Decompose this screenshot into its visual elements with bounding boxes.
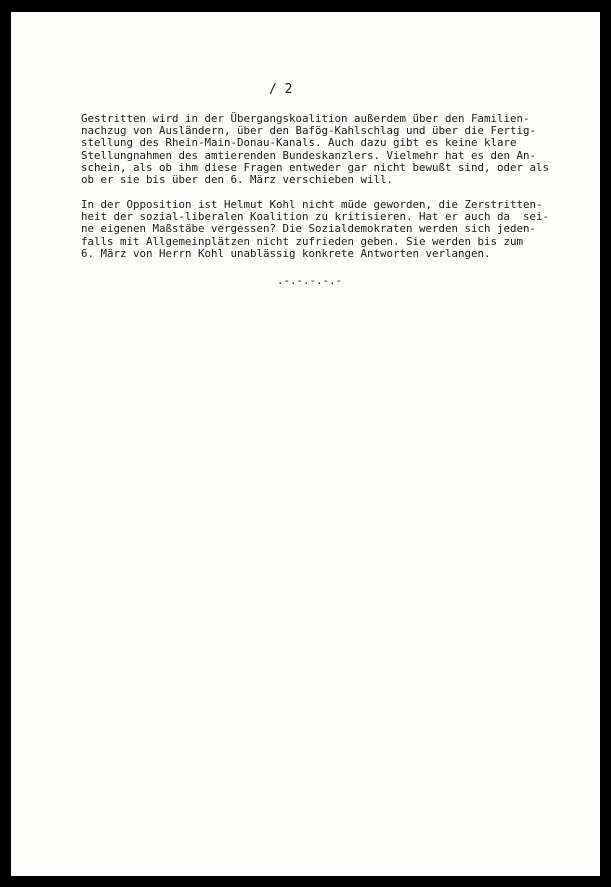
paragraph-2	[81, 199, 591, 260]
page-number: / 2	[269, 82, 293, 97]
end-mark: .-.-.-.-.-	[277, 274, 343, 287]
paragraph-line: Stellungnahmen des amtierenden Bundeskanzlers. Vielmehr hat es den An-	[81, 148, 537, 162]
paragraph-line: In der Opposition ist Helmut Kohl nicht müde geworden, die Zerstritten-	[81, 198, 543, 211]
paragraph-line: stellung des Rhein-Main-Donau-Kanals. Auch dazu gibt es keine klare	[81, 136, 517, 150]
paragraph-line: 6. März von Herrn Kohl unablässig konkrete Antworten verlangen.	[81, 246, 491, 260]
paragraph-line: nachzug von Ausländern, über den Bafög-Kahlschlag und über die Fertig-	[81, 124, 537, 138]
paragraph-line: heit der sozial-liberalen Koalition zu kritisieren. Hat er auch da sei-	[81, 210, 550, 224]
document-page	[11, 12, 600, 876]
paragraph-line: Gestritten wird in der Übergangskoalition außerdem über den Familien-	[81, 112, 530, 125]
paragraph-line: ob er sie bis über den 6. März verschieben will.	[81, 173, 394, 187]
paragraph-line: ne eigenen Maßstäbe vergessen? Die Sozialdemokraten werden sich jeden-	[81, 222, 537, 236]
paragraph-line: falls mit Allgemeinplätzen nicht zufrieden geben. Sie werden bis zum	[81, 234, 524, 248]
paragraph-1	[81, 113, 591, 186]
paragraph-line: schein, als ob ihm diese Fragen entweder gar nicht bewußt sind, oder als	[81, 160, 550, 174]
